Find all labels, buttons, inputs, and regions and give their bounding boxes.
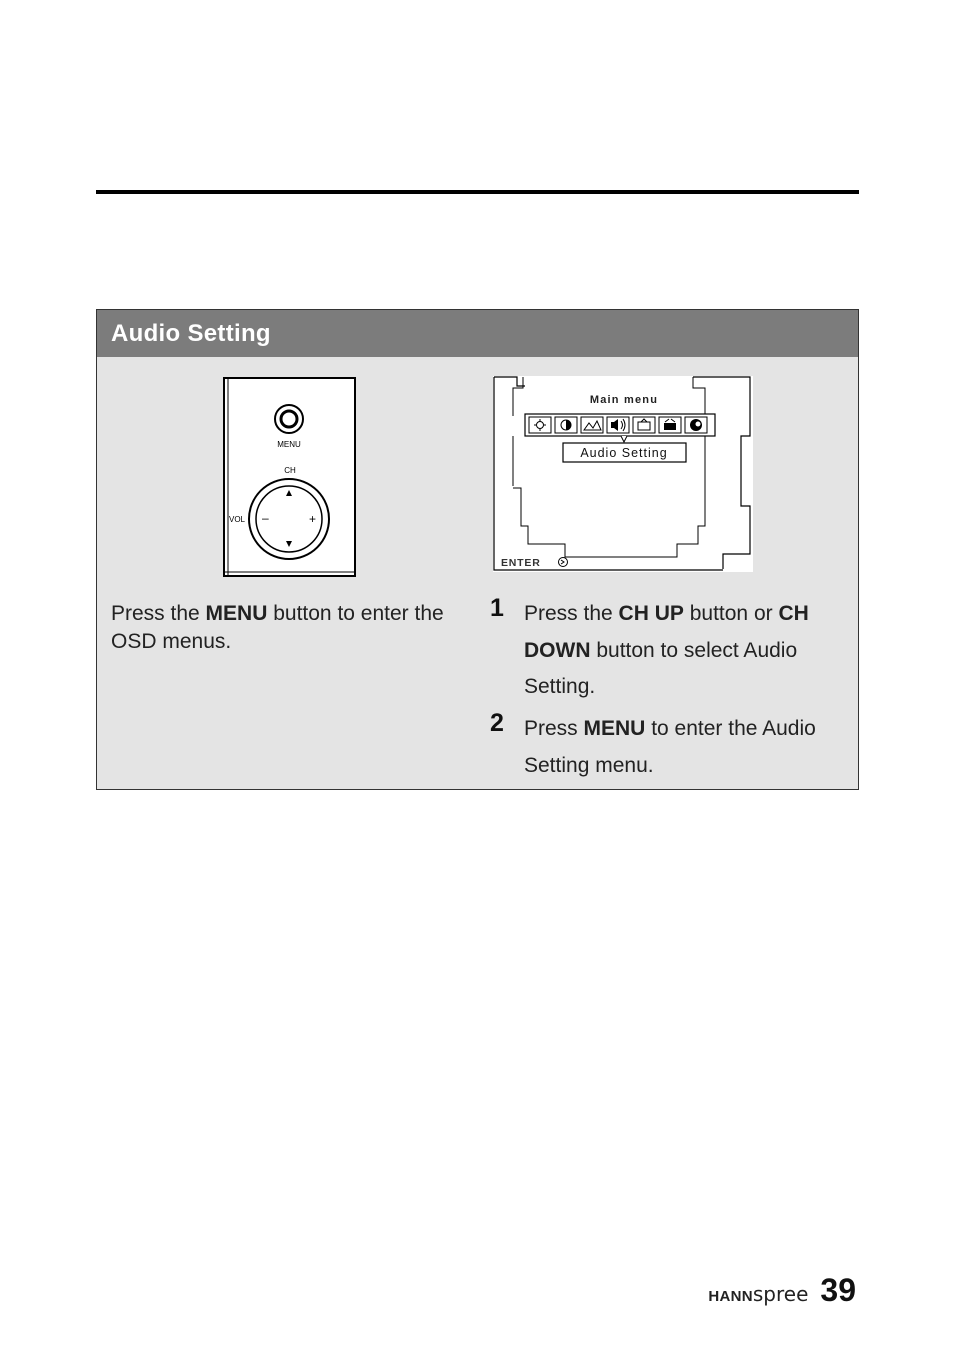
menu-button-icon <box>275 405 303 433</box>
osd-enter-label: ENTER <box>501 557 541 569</box>
direction-pad-icon <box>249 479 329 559</box>
vol-plus-label: + <box>309 512 317 526</box>
audio-setting-panel <box>96 309 859 790</box>
page-number: 39 <box>820 1272 856 1308</box>
picture-icon <box>581 417 603 433</box>
ch-label: CH <box>284 466 296 475</box>
step-1-number: 1 <box>490 594 504 622</box>
audio-icon <box>607 417 629 433</box>
language-icon <box>685 417 707 433</box>
panel-title: Audio Setting <box>97 310 858 357</box>
osd-icon-row <box>529 417 707 433</box>
brand-logo: HANNspree <box>708 1282 809 1306</box>
brightness-icon <box>529 417 551 433</box>
osd-main-menu-figure <box>493 376 755 574</box>
menu-instruction <box>111 600 461 656</box>
contrast-icon <box>555 417 577 433</box>
vol-minus-label: – <box>262 511 269 525</box>
menu-instruction-pre: Press the <box>111 602 206 625</box>
step-1-text: Press the CH UP button or CH DOWN button to select Audio Setting. <box>524 602 809 698</box>
osd-selected-label: Audio Setting <box>580 446 668 460</box>
osd-title: Main menu <box>589 394 659 406</box>
page-footer <box>708 1272 856 1309</box>
remote-control-figure <box>223 377 357 579</box>
menu-instruction-bold: MENU <box>205 602 268 625</box>
setup-icon <box>659 417 681 433</box>
tv-icon <box>633 417 655 433</box>
menu-instruction-post: button to enter the OSD menus. <box>111 602 444 653</box>
vol-label: VOL <box>229 515 246 524</box>
step-2-number: 2 <box>490 709 504 737</box>
top-rule <box>96 190 859 194</box>
menu-label: MENU <box>277 440 301 449</box>
step-2-text: Press MENU to enter the Audio Setting menu. <box>524 717 816 777</box>
enter-icon <box>559 558 568 567</box>
